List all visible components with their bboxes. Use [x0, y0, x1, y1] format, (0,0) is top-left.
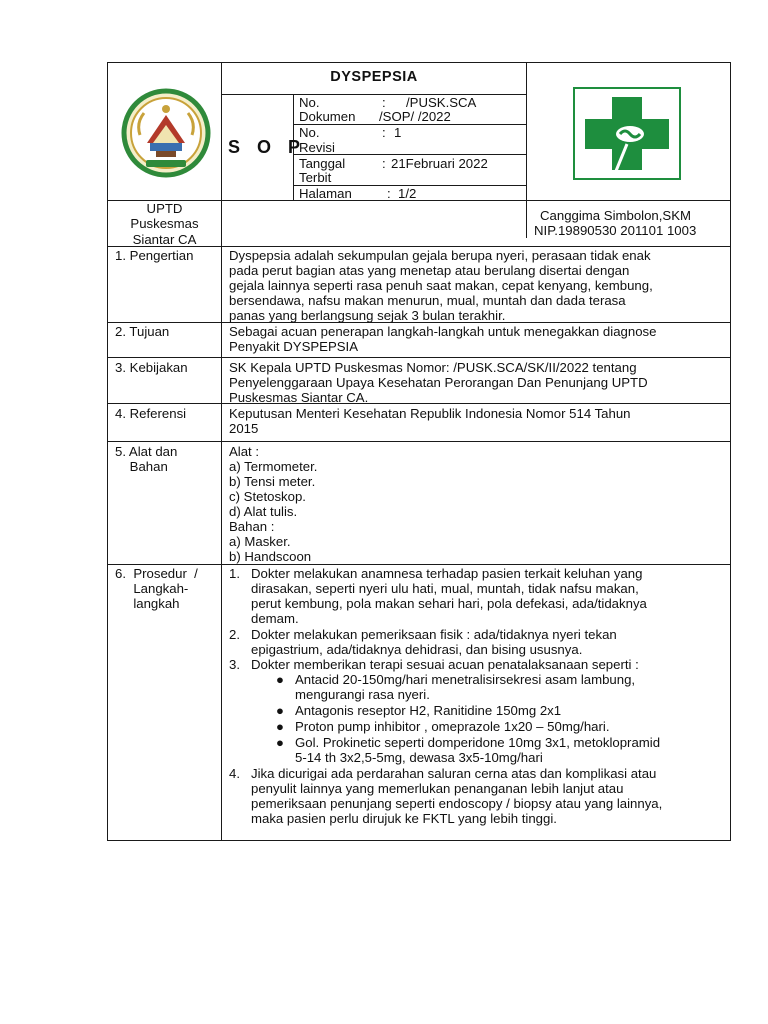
step-4-line: Jika dicurigai ada perdarahan saluran cerna atas dan komplikasi atau — [251, 766, 657, 781]
bullet-dot-icon: ● — [276, 703, 284, 718]
meta-page-label: Halaman — [299, 186, 352, 201]
step-4-line: pemeriksaan penunjang seperti endoscopy / biopsy atau yang lainnya, — [251, 796, 663, 811]
bullet-dot-icon: ● — [276, 719, 284, 734]
section-2-line: Sebagai acuan penerapan langkah-langkah untuk menegakkan diagnose — [229, 324, 657, 339]
step-1-line: dirasakan, seperti nyeri ulu hati, mual, muntah, tidak nafsu makan, — [251, 581, 639, 596]
table-border-bottom — [107, 840, 731, 841]
step-3-line: Dokter memberikan terapi sesuai acuan penatalaksanaan seperti : — [251, 657, 639, 672]
meta-doc-number-label: No. — [299, 95, 320, 110]
section-3-line: SK Kepala UPTD Puskesmas Nomor: /PUSK.SCA/SK/II/2022 tentang — [229, 360, 637, 375]
puskesmas-cross-logo — [573, 87, 681, 180]
meta-revision-sep: : — [382, 125, 386, 140]
section-1-line: pada perut bagian atas yang menetap atau berulang disertai dengan — [229, 263, 630, 278]
bullet-line: mengurangi rasa nyeri. — [295, 687, 430, 702]
section-2-line: Penyakit DYSPEPSIA — [229, 339, 359, 354]
meta-doc-number-sep: : — [382, 95, 386, 110]
row-line-4 — [107, 441, 731, 442]
section-5-line: c) Stetoskop. — [229, 489, 306, 504]
section-5-label: 5. Alat dan — [115, 444, 178, 459]
bullet-line: Gol. Prokinetic seperti domperidone 10mg 3x1, metoklopramid — [295, 735, 661, 750]
section-5-line: Bahan : — [229, 519, 275, 534]
bullet-dot-icon: ● — [276, 735, 284, 750]
section-4-line: Keputusan Menteri Kesehatan Republik Indonesia Nomor 514 Tahun — [229, 406, 631, 421]
section-4-line: 2015 — [229, 421, 259, 436]
meta-revision-label: No. — [299, 125, 320, 140]
step-4-line: penyulit lainnya yang memerlukan penanganan lebih lanjut atau — [251, 781, 624, 796]
meta-revision-value: 1 — [394, 125, 402, 140]
step-1-line: perut kembung, pola makan sehari hari, pola defekasi, ada/tidaknya — [251, 596, 647, 611]
regency-seal-logo — [120, 87, 212, 179]
meta-date-label-2: Terbit — [299, 170, 332, 185]
section-6-label: 6. Prosedur / — [115, 566, 198, 581]
meta-date-value: 21Februari 2022 — [391, 156, 488, 171]
row-line-3 — [107, 403, 731, 404]
section-1-line: gejala lainnya seperti rasa penuh saat makan, cepat kenyang, kembung, — [229, 278, 653, 293]
section-2-label: 2. Tujuan — [115, 324, 170, 339]
bullet-line: 5-14 th 3x2,5-5mg, dewasa 3x5-10mg/hari — [295, 750, 543, 765]
sop-label: S O P — [228, 137, 307, 157]
unit-line-3: Siantar CA — [132, 232, 197, 247]
unit-line-2: Puskesmas — [130, 216, 199, 231]
section-1-line: Dyspepsia adalah sekumpulan gejala berupa nyeri, perasaan tidak enak — [229, 248, 651, 263]
section-1-line: panas yang berlangsung sejak 3 bulan terakhir. — [229, 308, 506, 323]
meta-date-sep: : — [382, 156, 386, 171]
section-4-label: 4. Referensi — [115, 406, 187, 421]
section-1-line: bersendawa, nafsu makan menurun, mual, muntah dan dada terasa — [229, 293, 626, 308]
section-5-line: b) Handscoon — [229, 549, 312, 564]
document-title: DYSPEPSIA — [330, 69, 418, 85]
table-border-left — [107, 62, 108, 841]
unit-line-1: UPTD — [146, 201, 183, 216]
section-6-label-2: Langkah- — [115, 581, 189, 596]
section-1-label: 1. Pengertian — [115, 248, 194, 263]
step-1-line: Dokter melakukan anamnesa terhadap pasien terkait keluhan yang — [251, 566, 643, 581]
step-4-line: maka pasien perlu dirujuk ke FKTL yang lebih tinggi. — [251, 811, 557, 826]
section-5-line: d) Alat tulis. — [229, 504, 298, 519]
section-5-line: a) Termometer. — [229, 459, 318, 474]
section-5-line: b) Tensi meter. — [229, 474, 316, 489]
meta-date-label: Tanggal — [299, 156, 346, 171]
bullet-line: Antagonis reseptor H2, Ranitidine 150mg 2x1 — [295, 703, 562, 718]
step-2-line: epigastrium, ada/tidaknya dehidrasi, dan bising ususnya. — [251, 642, 583, 657]
bullet-dot-icon: ● — [276, 672, 284, 687]
step-1-line: demam. — [251, 611, 299, 626]
column-divider-label — [221, 62, 222, 841]
meta-page-sep: : — [387, 186, 391, 201]
section-3-label: 3. Kebijakan — [115, 360, 188, 375]
step-number: 2. — [229, 627, 240, 642]
section-5-line: Alat : — [229, 444, 260, 459]
title-underline — [221, 94, 527, 95]
section-3-line: Penyelenggaraan Upaya Kesehatan Perorangan Dan Penunjang UPTD — [229, 375, 648, 390]
section-6-label-3: langkah — [115, 596, 180, 611]
meta-doc-number-label-2: Dokumen — [299, 109, 356, 124]
table-border-right — [730, 62, 731, 841]
meta-page-value: 1/2 — [398, 186, 417, 201]
signatory-name: Canggima Simbolon,SKM — [540, 208, 691, 223]
meta-doc-number-value: /PUSK.SCA — [406, 95, 477, 110]
signatory-nip: NIP.19890530 201101 1003 — [534, 223, 697, 238]
table-border-top — [107, 62, 731, 63]
column-divider-header-right — [526, 62, 527, 238]
step-2-line: Dokter melakukan pemeriksaan fisik : ada/tidaknya nyeri tekan — [251, 627, 617, 642]
bullet-line: Antacid 20-150mg/hari menetralisirsekresi asam lambung, — [295, 672, 636, 687]
row-line-2 — [107, 357, 731, 358]
section-3-line: Puskesmas Siantar CA. — [229, 390, 369, 405]
meta-doc-number-value-2: /SOP/ /2022 — [379, 109, 451, 124]
section-5-line: a) Masker. — [229, 534, 291, 549]
meta-row-line-1 — [293, 124, 527, 125]
section-5-label-2: Bahan — [115, 459, 168, 474]
meta-revision-label-2: Revisi — [299, 140, 335, 155]
row-line-5 — [107, 564, 731, 565]
step-number: 1. — [229, 566, 240, 581]
step-number: 4. — [229, 766, 240, 781]
step-number: 3. — [229, 657, 240, 672]
bullet-line: Proton pump inhibitor , omeprazole 1x20 – 50mg/hari. — [295, 719, 610, 734]
